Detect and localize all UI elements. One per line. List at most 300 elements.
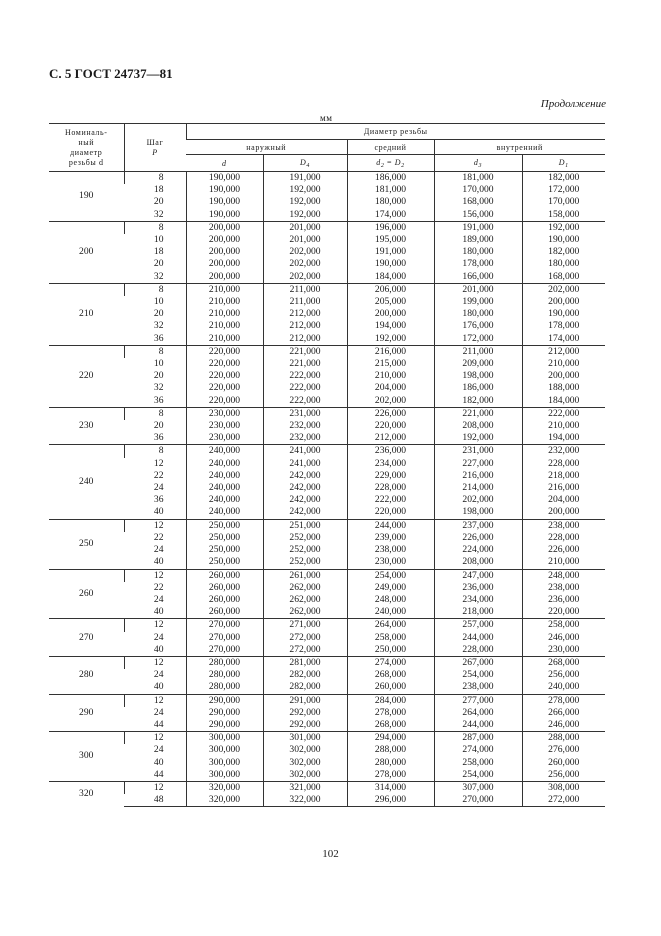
D1-cell: 238,000 <box>522 582 605 594</box>
d3-cell: 274,000 <box>434 744 522 756</box>
pitch-cell: 10 <box>153 358 164 370</box>
D1-cell: 210,000 <box>522 420 605 432</box>
table-row <box>49 556 605 569</box>
D1-cell: 230,000 <box>522 644 605 657</box>
d3-cell: 168,000 <box>434 196 522 208</box>
d2-cell: 190,000 <box>347 258 434 270</box>
D1-cell: 200,000 <box>522 296 605 308</box>
table-row <box>49 221 605 234</box>
table-row <box>49 681 605 694</box>
D4-cell: 232,000 <box>263 420 347 432</box>
D4-cell: 242,000 <box>263 506 347 519</box>
d2-cell: 194,000 <box>347 320 434 332</box>
d2-cell: 284,000 <box>347 694 434 707</box>
d3-cell: 254,000 <box>434 769 522 782</box>
table-row <box>49 470 605 482</box>
d3-cell: 227,000 <box>434 458 522 470</box>
d-cell: 240,000 <box>186 494 263 506</box>
d2-cell: 258,000 <box>347 632 434 644</box>
table-row <box>49 271 605 284</box>
table-row <box>49 432 605 445</box>
nominal-diameter-cell: 240 <box>49 445 124 519</box>
col-d3-header: $d_3$ <box>434 155 522 172</box>
pitch-cell: 24 <box>153 631 164 643</box>
D4-cell: 242,000 <box>263 470 347 482</box>
d-cell: 320,000 <box>186 794 263 807</box>
table-row <box>49 420 605 432</box>
d3-cell: 244,000 <box>434 719 522 732</box>
d-cell: 280,000 <box>186 669 263 681</box>
d3-cell: 221,000 <box>434 407 522 420</box>
table-row <box>49 308 605 320</box>
D4-cell: 201,000 <box>263 234 347 246</box>
d3-cell: 216,000 <box>434 470 522 482</box>
d2-cell: 229,000 <box>347 470 434 482</box>
pitch-cell: 22 <box>153 581 164 593</box>
table-row <box>49 333 605 346</box>
D4-cell: 221,000 <box>263 358 347 370</box>
nominal-diameter-cell: 230 <box>49 407 124 445</box>
D1-cell: 216,000 <box>522 482 605 494</box>
D1-cell: 266,000 <box>522 707 605 719</box>
outer-header: наружный <box>186 140 347 155</box>
D4-cell: 241,000 <box>263 445 347 458</box>
D1-cell: 222,000 <box>522 407 605 420</box>
pitch-cell: 12 <box>153 457 164 469</box>
table-row <box>49 582 605 594</box>
table-row <box>49 172 605 185</box>
page-title: С. 5 ГОСТ 24737—81 <box>49 66 173 81</box>
D4-cell: 292,000 <box>263 707 347 719</box>
d-cell: 300,000 <box>186 769 263 782</box>
d3-cell: 257,000 <box>434 619 522 632</box>
D1-cell: 194,000 <box>522 432 605 445</box>
pitch-cell: 8 <box>124 172 186 185</box>
pitch-cell: 36 <box>153 494 164 506</box>
d3-cell: 156,000 <box>434 209 522 222</box>
D1-cell: 226,000 <box>522 544 605 556</box>
table-row <box>49 506 605 519</box>
D1-cell: 170,000 <box>522 196 605 208</box>
d-cell: 300,000 <box>186 732 263 745</box>
nominal-diameter-cell: 290 <box>49 694 124 732</box>
nominal-diameter-cell: 280 <box>49 656 124 694</box>
table-row <box>49 296 605 308</box>
pitch-cell: 12 <box>124 781 186 794</box>
pitch-cell: 32 <box>153 270 164 282</box>
d3-cell: 191,000 <box>434 221 522 234</box>
d-cell: 230,000 <box>186 420 263 432</box>
D1-cell: 268,000 <box>522 656 605 669</box>
d3-cell: 287,000 <box>434 732 522 745</box>
D1-cell: 212,000 <box>522 345 605 358</box>
d3-cell: 208,000 <box>434 420 522 432</box>
d2-cell: 264,000 <box>347 619 434 632</box>
table-row <box>49 694 605 707</box>
d2-cell: 196,000 <box>347 221 434 234</box>
D1-cell: 210,000 <box>522 358 605 370</box>
D4-cell: 252,000 <box>263 532 347 544</box>
d-cell: 200,000 <box>186 271 263 284</box>
D4-cell: 262,000 <box>263 582 347 594</box>
table-row <box>49 707 605 719</box>
table-row <box>49 209 605 222</box>
table-row <box>49 370 605 382</box>
D4-cell: 221,000 <box>263 345 347 358</box>
table-row <box>49 569 605 582</box>
pitch-cell: 32 <box>153 382 164 394</box>
pitch-cell: 12 <box>124 569 186 582</box>
pitch-cell: 8 <box>124 445 186 458</box>
pitch-cell: 24 <box>153 669 164 681</box>
d3-cell: 231,000 <box>434 445 522 458</box>
D4-cell: 302,000 <box>263 744 347 756</box>
table-row <box>49 458 605 470</box>
d3-cell: 178,000 <box>434 258 522 270</box>
D4-cell: 191,000 <box>263 172 347 185</box>
nominal-diameter-cell: 220 <box>49 345 124 407</box>
d-cell: 290,000 <box>186 694 263 707</box>
D1-cell: 288,000 <box>522 732 605 745</box>
d3-cell: 270,000 <box>434 794 522 807</box>
D4-cell: 222,000 <box>263 382 347 394</box>
D4-cell: 321,000 <box>263 781 347 794</box>
page-number: 102 <box>322 848 339 860</box>
D1-cell: 178,000 <box>522 320 605 332</box>
D1-cell: 204,000 <box>522 494 605 506</box>
d3-cell: 258,000 <box>434 757 522 769</box>
D4-cell: 272,000 <box>263 632 347 644</box>
D1-cell: 256,000 <box>522 769 605 782</box>
pitch-cell: 40 <box>153 681 164 693</box>
d3-cell: 228,000 <box>434 644 522 657</box>
pitch-cell: 12 <box>124 519 186 532</box>
d3-cell: 218,000 <box>434 606 522 619</box>
nominal-diameter-header: Номиналь- ный диаметр резьбы d <box>49 124 124 172</box>
d2-cell: 228,000 <box>347 482 434 494</box>
d-cell: 250,000 <box>186 544 263 556</box>
D1-cell: 210,000 <box>522 556 605 569</box>
d-cell: 280,000 <box>186 681 263 694</box>
D4-cell: 251,000 <box>263 519 347 532</box>
d-cell: 240,000 <box>186 458 263 470</box>
pitch-cell: 8 <box>124 283 186 296</box>
d3-cell: 277,000 <box>434 694 522 707</box>
d-cell: 220,000 <box>186 345 263 358</box>
D1-cell: 276,000 <box>522 744 605 756</box>
pitch-cell: 10 <box>153 234 164 246</box>
table-row <box>49 594 605 606</box>
pitch-cell: 36 <box>153 394 164 406</box>
d2-cell: 181,000 <box>347 184 434 196</box>
table-row <box>49 532 605 544</box>
pitch-cell: 18 <box>153 184 164 196</box>
d-cell: 260,000 <box>186 582 263 594</box>
table-row <box>49 619 605 632</box>
pitch-cell: 32 <box>153 320 164 332</box>
D1-cell: 232,000 <box>522 445 605 458</box>
D1-cell: 258,000 <box>522 619 605 632</box>
D4-cell: 272,000 <box>263 644 347 657</box>
d-cell: 240,000 <box>186 482 263 494</box>
d-cell: 200,000 <box>186 234 263 246</box>
d2-cell: 192,000 <box>347 333 434 346</box>
table-row <box>49 719 605 732</box>
D1-cell: 174,000 <box>522 333 605 346</box>
D1-cell: 184,000 <box>522 395 605 408</box>
D1-cell: 202,000 <box>522 283 605 296</box>
continuation-label: Продолжение <box>540 98 606 110</box>
col-D1-header: $D_1$ <box>522 155 605 172</box>
d3-cell: 181,000 <box>434 172 522 185</box>
D1-cell: 190,000 <box>522 308 605 320</box>
D1-cell: 200,000 <box>522 506 605 519</box>
nominal-diameter-cell: 210 <box>49 283 124 345</box>
pitch-cell: 24 <box>153 544 164 556</box>
middle-header: средний <box>347 140 434 155</box>
d3-cell: 198,000 <box>434 506 522 519</box>
d3-cell: 244,000 <box>434 632 522 644</box>
d2-cell: 260,000 <box>347 681 434 694</box>
d-cell: 260,000 <box>186 606 263 619</box>
d3-cell: 201,000 <box>434 283 522 296</box>
d-cell: 300,000 <box>186 744 263 756</box>
d3-cell: 267,000 <box>434 656 522 669</box>
D1-cell: 278,000 <box>522 694 605 707</box>
d-cell: 300,000 <box>186 757 263 769</box>
D1-cell: 168,000 <box>522 271 605 284</box>
D4-cell: 302,000 <box>263 769 347 782</box>
D4-cell: 242,000 <box>263 494 347 506</box>
D4-cell: 202,000 <box>263 271 347 284</box>
d-cell: 220,000 <box>186 358 263 370</box>
table-row <box>49 781 605 794</box>
pitch-cell: 20 <box>153 420 164 432</box>
D1-cell: 218,000 <box>522 470 605 482</box>
d-cell: 190,000 <box>186 172 263 185</box>
table-row <box>49 606 605 619</box>
inner-header: внутренний <box>434 140 605 155</box>
d-cell: 260,000 <box>186 594 263 606</box>
d3-cell: 170,000 <box>434 184 522 196</box>
d2-cell: 205,000 <box>347 296 434 308</box>
d3-cell: 247,000 <box>434 569 522 582</box>
d-cell: 210,000 <box>186 320 263 332</box>
D4-cell: 192,000 <box>263 196 347 208</box>
table-row <box>49 395 605 408</box>
table-row <box>49 732 605 745</box>
pitch-cell: 40 <box>153 606 164 618</box>
table-row <box>49 283 605 296</box>
D4-cell: 252,000 <box>263 556 347 569</box>
d2-cell: 268,000 <box>347 669 434 681</box>
pitch-cell: 40 <box>153 556 164 568</box>
d2-cell: 191,000 <box>347 246 434 258</box>
d2-cell: 278,000 <box>347 769 434 782</box>
D4-cell: 232,000 <box>263 432 347 445</box>
d3-cell: 176,000 <box>434 320 522 332</box>
d-cell: 190,000 <box>186 209 263 222</box>
D1-cell: 238,000 <box>522 519 605 532</box>
D4-cell: 231,000 <box>263 407 347 420</box>
d2-cell: 174,000 <box>347 209 434 222</box>
d2-cell: 244,000 <box>347 519 434 532</box>
pitch-cell: 8 <box>124 345 186 358</box>
d-cell: 320,000 <box>186 781 263 794</box>
D1-cell: 182,000 <box>522 172 605 185</box>
d-cell: 210,000 <box>186 333 263 346</box>
d3-cell: 199,000 <box>434 296 522 308</box>
D1-cell: 272,000 <box>522 794 605 807</box>
pitch-cell: 22 <box>153 469 164 481</box>
d2-cell: 216,000 <box>347 345 434 358</box>
d3-cell: 211,000 <box>434 345 522 358</box>
pitch-cell: 12 <box>124 694 186 707</box>
pitch-cell: 44 <box>153 768 164 780</box>
D4-cell: 271,000 <box>263 619 347 632</box>
d2-cell: 210,000 <box>347 370 434 382</box>
pitch-cell: 24 <box>153 482 164 494</box>
D1-cell: 228,000 <box>522 458 605 470</box>
d3-cell: 198,000 <box>434 370 522 382</box>
D1-cell: 180,000 <box>522 258 605 270</box>
d2-cell: 296,000 <box>347 794 434 807</box>
D4-cell: 212,000 <box>263 320 347 332</box>
d2-cell: 230,000 <box>347 556 434 569</box>
table-row <box>49 544 605 556</box>
D1-cell: 256,000 <box>522 669 605 681</box>
D1-cell: 308,000 <box>522 781 605 794</box>
nominal-diameter-cell: 190 <box>49 172 124 222</box>
table-row <box>49 246 605 258</box>
d2-cell: 248,000 <box>347 594 434 606</box>
d-cell: 290,000 <box>186 719 263 732</box>
d2-cell: 202,000 <box>347 395 434 408</box>
d-cell: 210,000 <box>186 283 263 296</box>
D4-cell: 192,000 <box>263 184 347 196</box>
d3-cell: 172,000 <box>434 333 522 346</box>
D4-cell: 262,000 <box>263 594 347 606</box>
d2-cell: 180,000 <box>347 196 434 208</box>
d3-cell: 166,000 <box>434 271 522 284</box>
d2-cell: 206,000 <box>347 283 434 296</box>
table-row <box>49 494 605 506</box>
d3-cell: 234,000 <box>434 594 522 606</box>
table-row <box>49 358 605 370</box>
col-d2-header: $d_2 = D_2$ <box>347 155 434 172</box>
D1-cell: 158,000 <box>522 209 605 222</box>
d2-cell: 278,000 <box>347 707 434 719</box>
D1-cell: 190,000 <box>522 234 605 246</box>
d-cell: 220,000 <box>186 382 263 394</box>
pitch-cell: 44 <box>153 718 164 730</box>
D4-cell: 281,000 <box>263 656 347 669</box>
d2-cell: 220,000 <box>347 506 434 519</box>
pitch-cell: 10 <box>153 296 164 308</box>
D4-cell: 211,000 <box>263 283 347 296</box>
d-cell: 190,000 <box>186 196 263 208</box>
d-cell: 230,000 <box>186 407 263 420</box>
d-cell: 220,000 <box>186 370 263 382</box>
d2-cell: 226,000 <box>347 407 434 420</box>
D4-cell: 192,000 <box>263 209 347 222</box>
d-cell: 200,000 <box>186 258 263 270</box>
d-cell: 210,000 <box>186 308 263 320</box>
d3-cell: 202,000 <box>434 494 522 506</box>
D1-cell: 248,000 <box>522 569 605 582</box>
pitch-cell: 24 <box>153 744 164 756</box>
D1-cell: 260,000 <box>522 757 605 769</box>
table-row <box>49 445 605 458</box>
d-cell: 270,000 <box>186 644 263 657</box>
d3-cell: 226,000 <box>434 532 522 544</box>
d-cell: 240,000 <box>186 470 263 482</box>
table-row <box>49 320 605 332</box>
table-row <box>49 184 605 196</box>
col-D4-header: $D_4$ <box>263 155 347 172</box>
pitch-cell: 40 <box>153 643 164 655</box>
d2-cell: 195,000 <box>347 234 434 246</box>
d2-cell: 222,000 <box>347 494 434 506</box>
d3-cell: 307,000 <box>434 781 522 794</box>
pitch-cell: 8 <box>124 407 186 420</box>
table-row <box>49 482 605 494</box>
D4-cell: 262,000 <box>263 606 347 619</box>
D4-cell: 252,000 <box>263 544 347 556</box>
table-row <box>49 345 605 358</box>
table-row <box>49 744 605 756</box>
table-row <box>49 632 605 644</box>
table-row <box>49 519 605 532</box>
d2-cell: 220,000 <box>347 420 434 432</box>
d-cell: 190,000 <box>186 184 263 196</box>
d-cell: 280,000 <box>186 656 263 669</box>
d2-cell: 200,000 <box>347 308 434 320</box>
D4-cell: 241,000 <box>263 458 347 470</box>
pitch-cell: 40 <box>153 506 164 518</box>
d3-cell: 237,000 <box>434 519 522 532</box>
D4-cell: 292,000 <box>263 719 347 732</box>
table-row <box>49 196 605 208</box>
pitch-cell: 12 <box>124 732 186 745</box>
d2-cell: 288,000 <box>347 744 434 756</box>
d3-cell: 214,000 <box>434 482 522 494</box>
table-body <box>49 172 605 807</box>
D1-cell: 236,000 <box>522 594 605 606</box>
table-row <box>49 794 605 807</box>
d3-cell: 236,000 <box>434 582 522 594</box>
d-cell: 250,000 <box>186 556 263 569</box>
d-cell: 240,000 <box>186 506 263 519</box>
table-row <box>49 644 605 657</box>
d3-cell: 180,000 <box>434 308 522 320</box>
pitch-cell: 18 <box>153 246 164 258</box>
pitch-cell: 20 <box>153 258 164 270</box>
table-row <box>49 382 605 394</box>
nominal-diameter-cell: 260 <box>49 569 124 619</box>
d2-cell: 250,000 <box>347 644 434 657</box>
D4-cell: 222,000 <box>263 395 347 408</box>
d-cell: 240,000 <box>186 445 263 458</box>
pitch-cell: 12 <box>124 656 186 669</box>
pitch-header: Шаг P <box>124 124 186 172</box>
table-row <box>49 669 605 681</box>
d2-cell: 268,000 <box>347 719 434 732</box>
d2-cell: 186,000 <box>347 172 434 185</box>
D4-cell: 301,000 <box>263 732 347 745</box>
d2-cell: 236,000 <box>347 445 434 458</box>
d2-cell: 184,000 <box>347 271 434 284</box>
